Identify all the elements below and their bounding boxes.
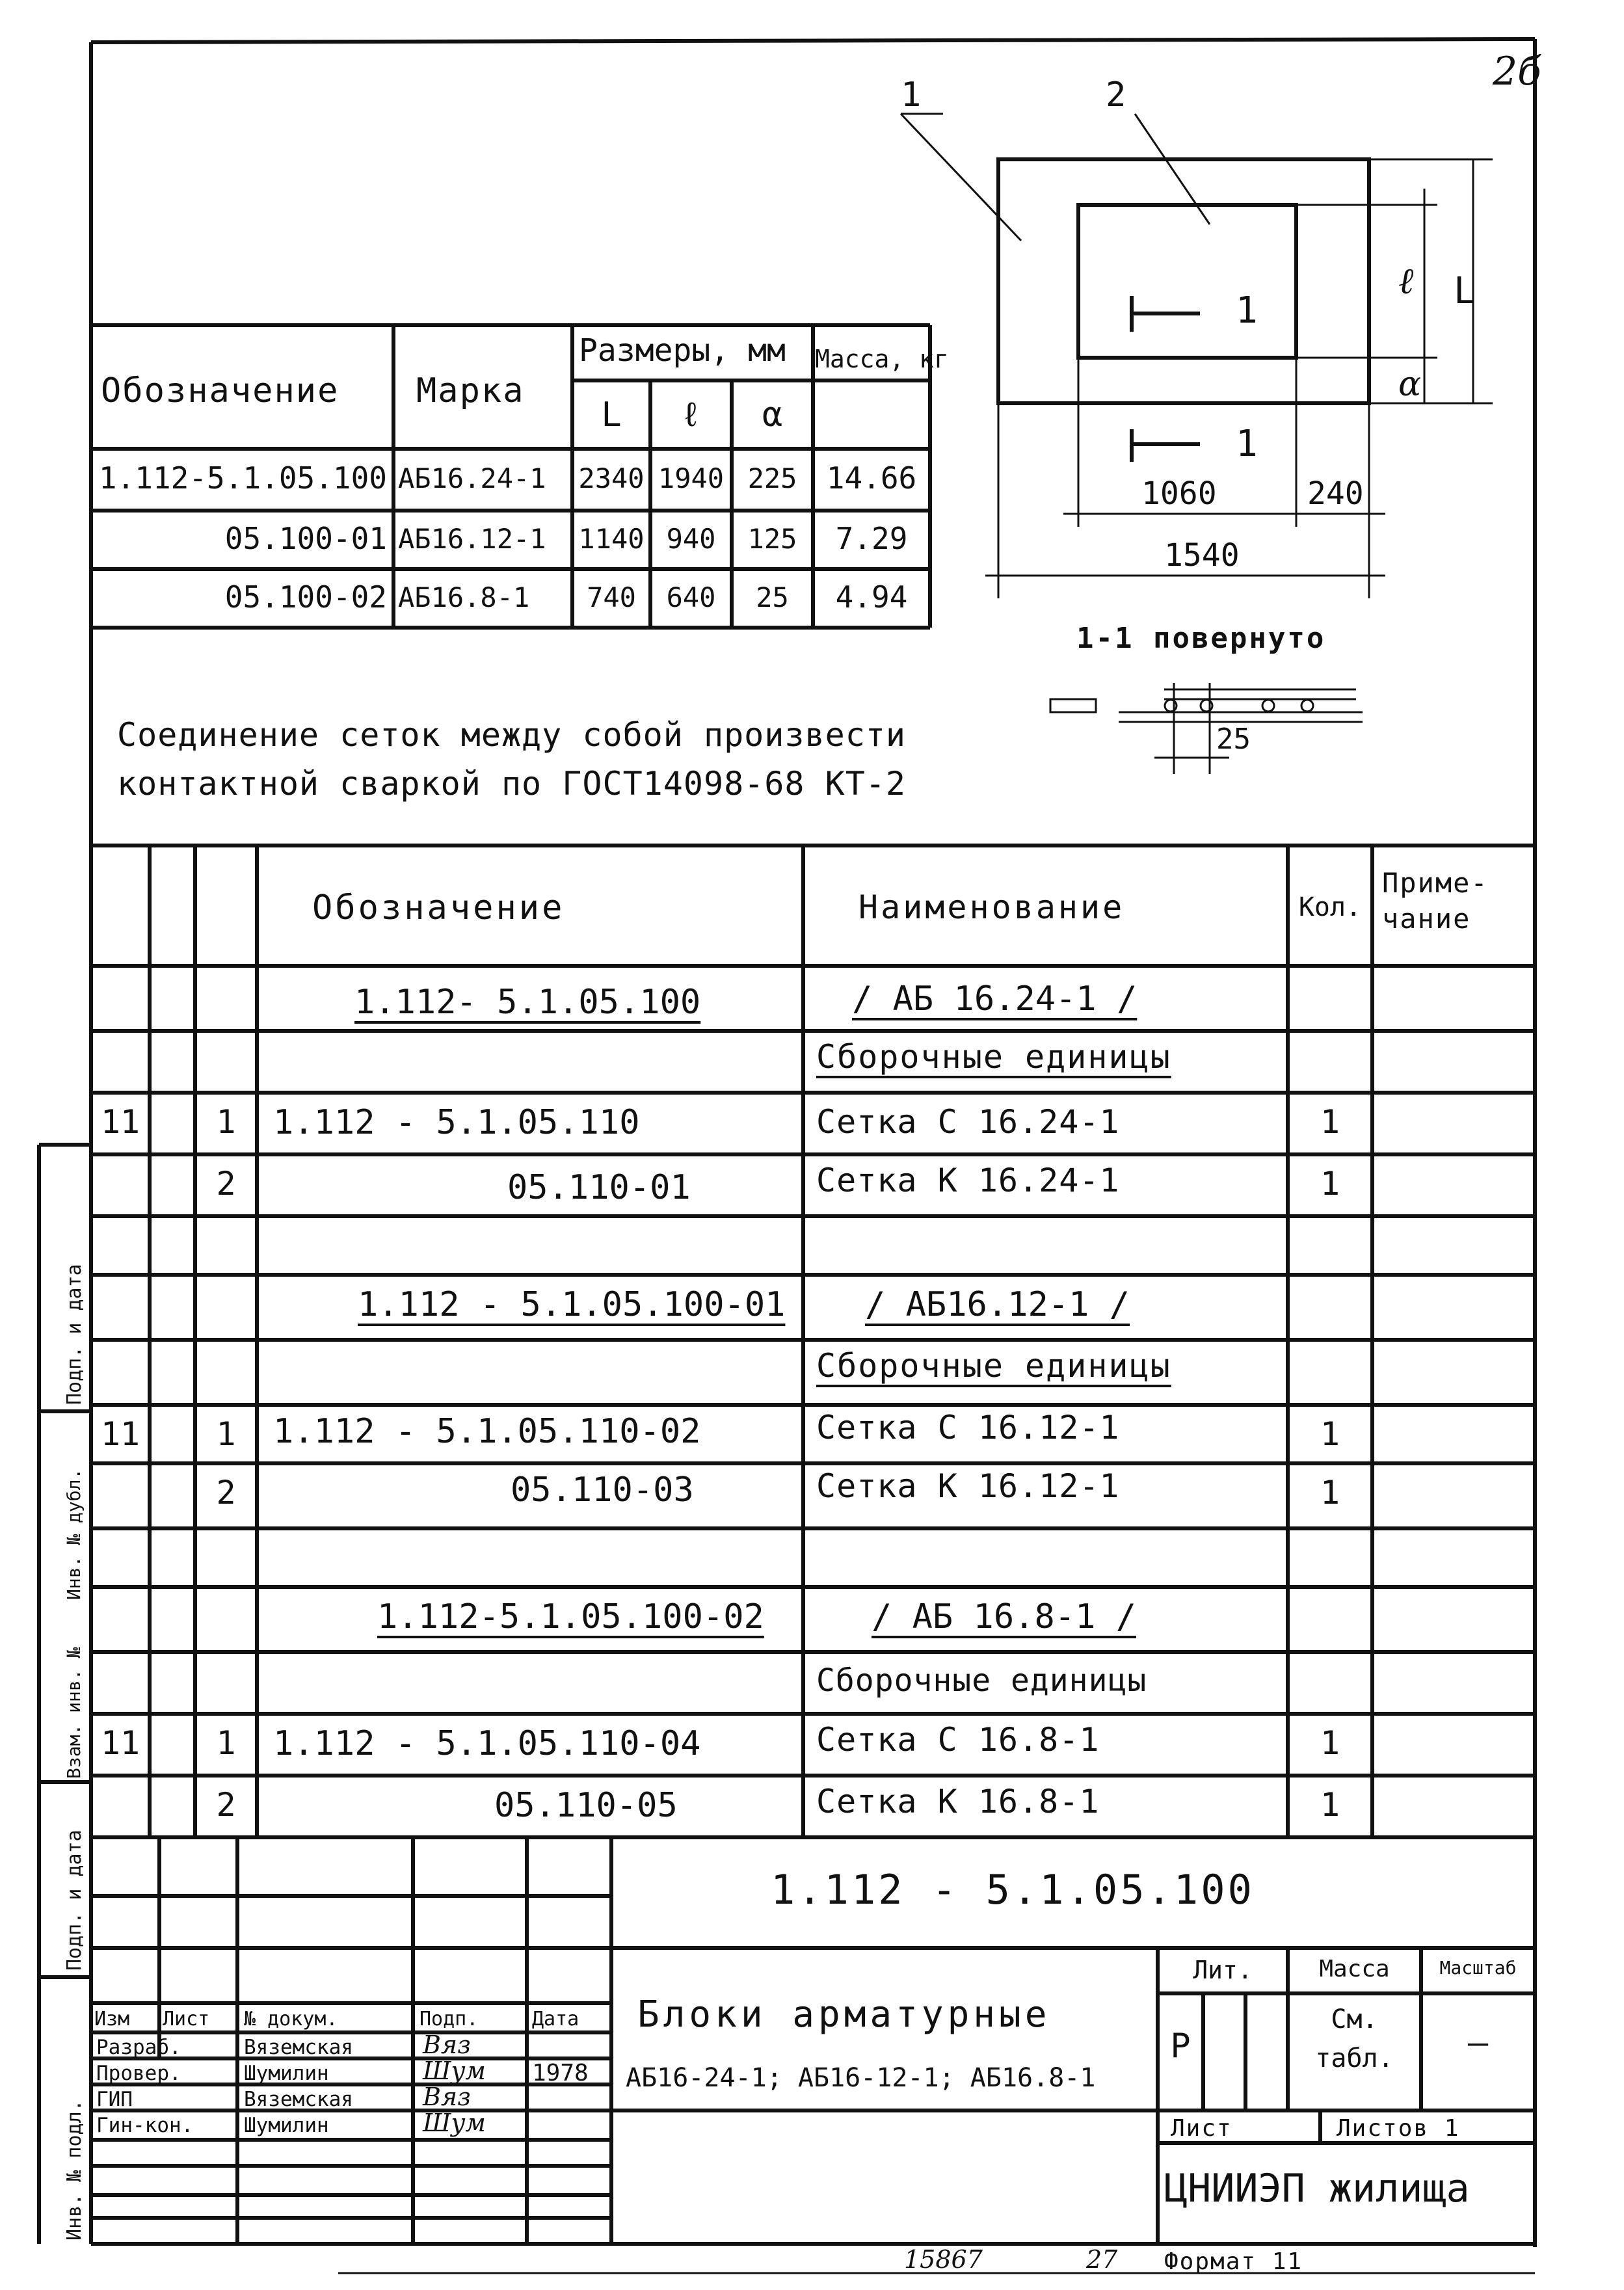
spec-header-designation: Обозначение [312,888,565,927]
spec-header-note: Приме-чание [1382,867,1489,935]
group3-section: Сборочные единицы [816,1662,1147,1699]
note-line-2: контактной сваркой по ГОСТ14098-68 КТ-2 [117,765,906,803]
g2-item1-format: 11 [100,1415,140,1453]
col-sign: Подп. [419,2008,479,2030]
dim-total: 1540 [1164,537,1240,574]
dims-row3-l: 640 [666,581,716,613]
section-title: 1-1 повернуто [1076,622,1326,655]
scale-value: — [1467,2023,1489,2062]
dims-header-mark: Марка [416,371,525,410]
dim-a-label: α [1398,365,1422,404]
dims-header-a: α [762,395,783,434]
dims-row2-designation: 05.100-01 [224,521,387,556]
g3-item1-qty: 1 [1320,1724,1340,1762]
col-list: Лист [163,2008,210,2030]
dims-row1-designation: 1.112-5.1.05.100 [98,460,387,496]
g1-item1-pos: 1 [216,1103,236,1141]
dims-row1-l: 1940 [658,462,725,494]
callout-1: 1 [901,75,922,114]
dims-row1-L: 2340 [578,462,645,494]
dims-row2-L: 1140 [578,523,645,555]
g2-item1-designation: 1.112 - 5.1.05.110-02 [273,1412,701,1451]
dims-row1-mass: 14.66 [826,460,917,496]
side-stamp-1: Инв. № подл. [63,2099,86,2241]
dims-row3-mark: АБ16.8-1 [398,581,530,613]
role-2-sign: Шум [423,2057,486,2085]
callout-2: 2 [1106,75,1126,114]
role-4: Гин-кон. [96,2114,194,2137]
col-doc: № докум. [244,2008,338,2030]
dim-l-label: ℓ [1398,260,1414,302]
dims-row2-a: 125 [747,523,797,555]
g2-item1-pos: 1 [216,1415,236,1453]
spec-header-qty: Кол. [1298,892,1362,922]
section-mark-bottom: 1 [1236,423,1258,465]
dims-row3-a: 25 [756,581,789,613]
doc-subtitle: АБ16-24-1; АБ16-12-1; АБ16.8-1 [626,2063,1096,2093]
g1-item1-qty: 1 [1320,1103,1340,1141]
role-3: ГИП [96,2088,133,2111]
g1-item1-designation: 1.112 - 5.1.05.110 [273,1103,640,1142]
col-izm: Изм [94,2008,130,2030]
col-date: Дата [532,2008,579,2030]
dim-side: 240 [1307,475,1364,512]
org-name: ЦНИИЭП жилища [1164,2166,1470,2211]
group1-mark: / АБ 16.24-1 / [852,979,1138,1019]
g3-item1-pos: 1 [216,1724,236,1762]
dims-header-designation: Обозначение [101,371,339,410]
dims-header-sizes: Размеры, мм [579,332,786,369]
g2-item2-qty: 1 [1320,1474,1340,1511]
side-stamp-4: Инв. № дубл. [63,1468,85,1600]
g1-item1-name: Сетка С 16.24-1 [816,1103,1120,1141]
dims-row2-mark: АБ16.12-1 [398,523,546,555]
dim-inner: 1060 [1141,475,1217,512]
g1-item2-qty: 1 [1320,1165,1340,1203]
section-dim: 25 [1216,723,1251,756]
role-1-sign: Вяз [423,2030,471,2059]
g3-item2-name: Сетка К 16.8-1 [816,1783,1100,1820]
dims-header-mass: Масса, кг [815,345,949,373]
group2-mark: / АБ16.12-1 / [865,1285,1130,1324]
corner-number: 2б [1493,49,1541,94]
role-2-name: Шумилин [244,2062,329,2085]
dims-row3-L: 740 [587,581,636,613]
doc-code: 1.112 - 5.1.05.100 [771,1866,1255,1913]
g3-item2-qty: 1 [1320,1786,1340,1824]
dims-row2-l: 940 [666,523,716,555]
g1-item2-name: Сетка К 16.24-1 [816,1162,1120,1199]
mass-label: Масса [1319,1956,1390,1982]
dims-header-L: L [601,395,622,434]
lit-value: Р [1170,2027,1191,2066]
group1-section: Сборочные единицы [816,1038,1171,1076]
side-stamp-3: Взам. инв. № [63,1647,85,1779]
role-4-name: Шумилин [244,2114,329,2137]
role-3-sign: Вяз [423,2083,471,2111]
role-4-sign: Шум [423,2109,486,2137]
g1-item2-pos: 2 [216,1165,236,1203]
dims-row1-a: 225 [747,462,797,494]
g3-item2-designation: 05.110-05 [494,1786,678,1825]
dim-L-label: L [1454,270,1476,312]
spec-table-grid [91,845,1535,1837]
g2-item2-name: Сетка К 16.12-1 [816,1467,1120,1505]
group1-title: 1.112- 5.1.05.100 [354,983,701,1022]
section-mark-top: 1 [1236,289,1258,332]
group2-section: Сборочные единицы [816,1347,1171,1385]
role-2: Провер. [96,2062,181,2085]
group2-title: 1.112 - 5.1.05.100-01 [358,1285,786,1324]
g3-item2-pos: 2 [216,1786,236,1824]
g3-item1-name: Сетка С 16.8-1 [816,1721,1100,1759]
footer-number: 15867 [904,2245,983,2274]
scale-label: Масштаб [1439,1957,1517,1978]
group3-title: 1.112-5.1.05.100-02 [377,1597,764,1636]
g2-item2-pos: 2 [216,1474,236,1511]
g2-item1-name: Сетка С 16.12-1 [816,1409,1120,1446]
role-2-date: 1978 [532,2060,589,2086]
sheets-label: Листов 1 [1337,2115,1460,2142]
mass-value-1: См. [1331,2004,1378,2034]
role-1: Разраб. [96,2036,181,2059]
g2-item1-qty: 1 [1320,1415,1340,1453]
mass-value-2: табл. [1315,2044,1394,2073]
spec-header-name: Наименование [859,888,1125,926]
dims-row2-mass: 7.29 [835,521,908,556]
side-stamp-2: Подп. и дата [63,1830,86,1971]
g1-item1-format: 11 [100,1103,140,1141]
plan-sketch [901,114,1493,774]
role-1-name: Вяземская [244,2036,353,2059]
dims-row3-mass: 4.94 [835,579,908,615]
dims-header-l: ℓ [680,395,702,434]
g1-item2-designation: 05.110-01 [507,1168,691,1207]
role-3-name: Вяземская [244,2088,353,2111]
side-stamp-5: Подп. и дата [63,1264,86,1405]
note-line-1: Соединение сеток между собой произвести [117,716,906,754]
footer-format: Формат 11 [1164,2248,1303,2275]
dims-row3-designation: 05.100-02 [224,579,387,615]
lit-label: Лит. [1193,1956,1253,1984]
sheet-label: Лист [1171,2115,1232,2142]
doc-title: Блоки арматурные [637,1993,1051,2036]
footer-page: 27 [1086,2245,1118,2274]
g3-item1-designation: 1.112 - 5.1.05.110-04 [273,1724,701,1763]
group3-mark: / АБ 16.8-1 / [872,1597,1136,1636]
g2-item2-designation: 05.110-03 [511,1471,694,1510]
dims-row1-mark: АБ16.24-1 [398,462,546,494]
g3-item1-format: 11 [100,1724,140,1762]
